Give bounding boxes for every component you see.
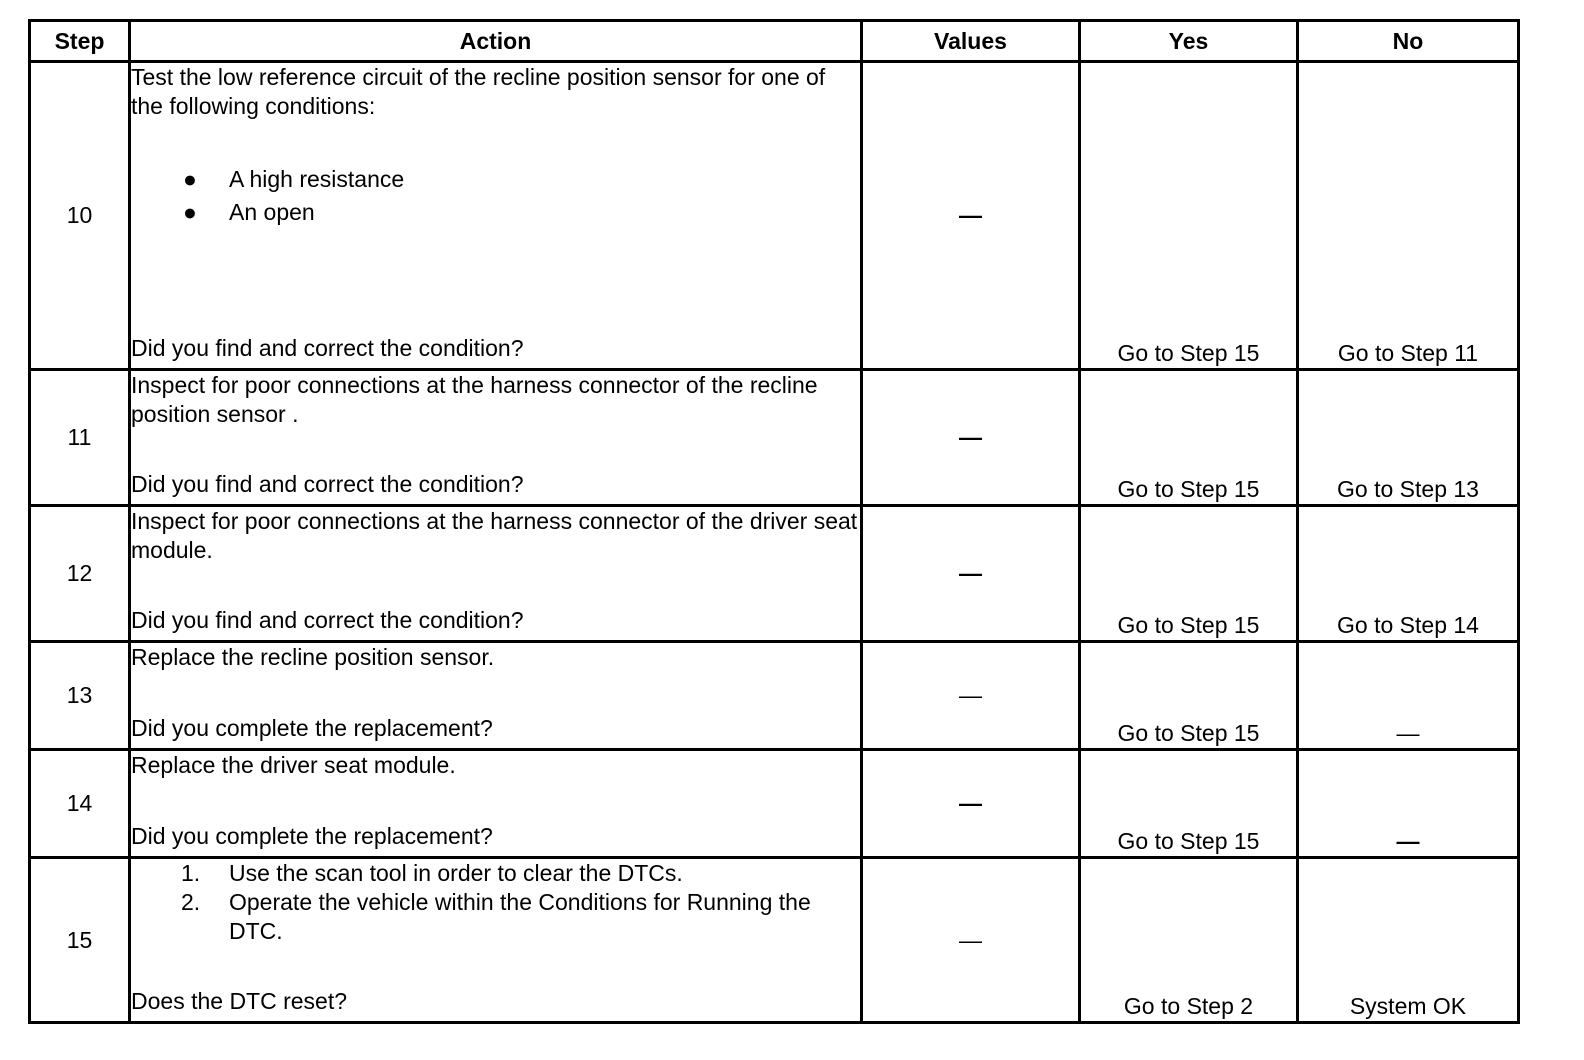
- table-row-step-11: [30, 370, 1519, 506]
- step-number: 10: [30, 62, 130, 370]
- table-row-step-14: [30, 750, 1519, 858]
- bullet-icon: ●: [183, 199, 197, 225]
- no-cell: [1298, 750, 1519, 858]
- step-number: 14: [30, 750, 130, 858]
- action-question: Did you find and correct the condition?: [131, 607, 524, 633]
- action-cell: [130, 506, 862, 642]
- yes-cell: Go to Step 15: [1080, 62, 1298, 370]
- step-number: 11: [30, 370, 130, 506]
- dash-value: —: [959, 424, 982, 450]
- step-number: 12: [30, 506, 130, 642]
- action-text: Replace the recline position sensor.: [131, 644, 495, 670]
- yes-cell: Go to Step 15: [1080, 370, 1298, 506]
- action-question: Did you find and correct the condition?: [131, 471, 524, 497]
- action-cell: [130, 642, 862, 750]
- values-cell: [862, 750, 1080, 858]
- action-cell: [130, 858, 862, 1023]
- no-cell: Go to Step 11: [1298, 62, 1519, 370]
- dash-value: —: [1396, 720, 1420, 746]
- dash-value: —: [959, 682, 982, 708]
- procedure-list: [131, 859, 860, 946]
- action-text: Inspect for poor connections at the harness connector of the driver seat module.: [131, 508, 858, 563]
- step-number: 13: [30, 642, 130, 750]
- no-cell: System OK: [1298, 858, 1519, 1023]
- action-cell: [130, 62, 862, 370]
- action-text: Test the low reference circuit of the recline position sensor for one of the following conditions:: [131, 64, 826, 119]
- table-row-step-13: [30, 642, 1519, 750]
- header-step: Step: [30, 21, 130, 62]
- no-cell: Go to Step 13: [1298, 370, 1519, 506]
- action-cell: [130, 750, 862, 858]
- condition-list: [131, 163, 860, 229]
- bullet-icon: ●: [183, 166, 197, 192]
- values-cell: [862, 858, 1080, 1023]
- yes-cell: Go to Step 2: [1080, 858, 1298, 1023]
- action-text: Replace the driver seat module.: [131, 752, 456, 778]
- yes-cell: Go to Step 15: [1080, 642, 1298, 750]
- no-cell: [1298, 642, 1519, 750]
- action-cell: [130, 370, 862, 506]
- values-cell: [862, 370, 1080, 506]
- list-item: 2. Operate the vehicle within the Conditions for Running the DTC.: [181, 889, 811, 944]
- table-row-step-15: [30, 858, 1519, 1023]
- list-item: 1. Use the scan tool in order to clear the DTCs.: [181, 860, 683, 886]
- header-row: [30, 21, 1519, 62]
- dash-value: —: [959, 202, 982, 228]
- no-cell: Go to Step 14: [1298, 506, 1519, 642]
- header-no: No: [1298, 21, 1519, 62]
- dash-value: —: [959, 560, 982, 586]
- dash-value: —: [959, 790, 982, 816]
- diagnostic-table: [28, 19, 1520, 1024]
- list-item: ● A high resistance: [131, 163, 860, 196]
- action-question: Does the DTC reset?: [131, 988, 348, 1014]
- action-question: Did you complete the replacement?: [131, 715, 493, 741]
- values-cell: [862, 506, 1080, 642]
- header-yes: Yes: [1080, 21, 1298, 62]
- action-text: Inspect for poor connections at the harness connector of the recline position sensor .: [131, 372, 818, 427]
- table-row-step-12: [30, 506, 1519, 642]
- dash-value: —: [959, 926, 982, 953]
- action-question: Did you find and correct the condition?: [131, 335, 524, 361]
- step-number: 15: [30, 858, 130, 1023]
- yes-cell: Go to Step 15: [1080, 506, 1298, 642]
- values-cell: [862, 642, 1080, 750]
- header-action: Action: [130, 21, 862, 62]
- list-item: ● An open: [131, 196, 860, 229]
- dash-value: —: [1396, 828, 1420, 854]
- yes-cell: Go to Step 15: [1080, 750, 1298, 858]
- table-row-step-10: [30, 62, 1519, 370]
- action-question: Did you complete the replacement?: [131, 823, 493, 849]
- header-values: Values: [862, 21, 1080, 62]
- values-cell: [862, 62, 1080, 370]
